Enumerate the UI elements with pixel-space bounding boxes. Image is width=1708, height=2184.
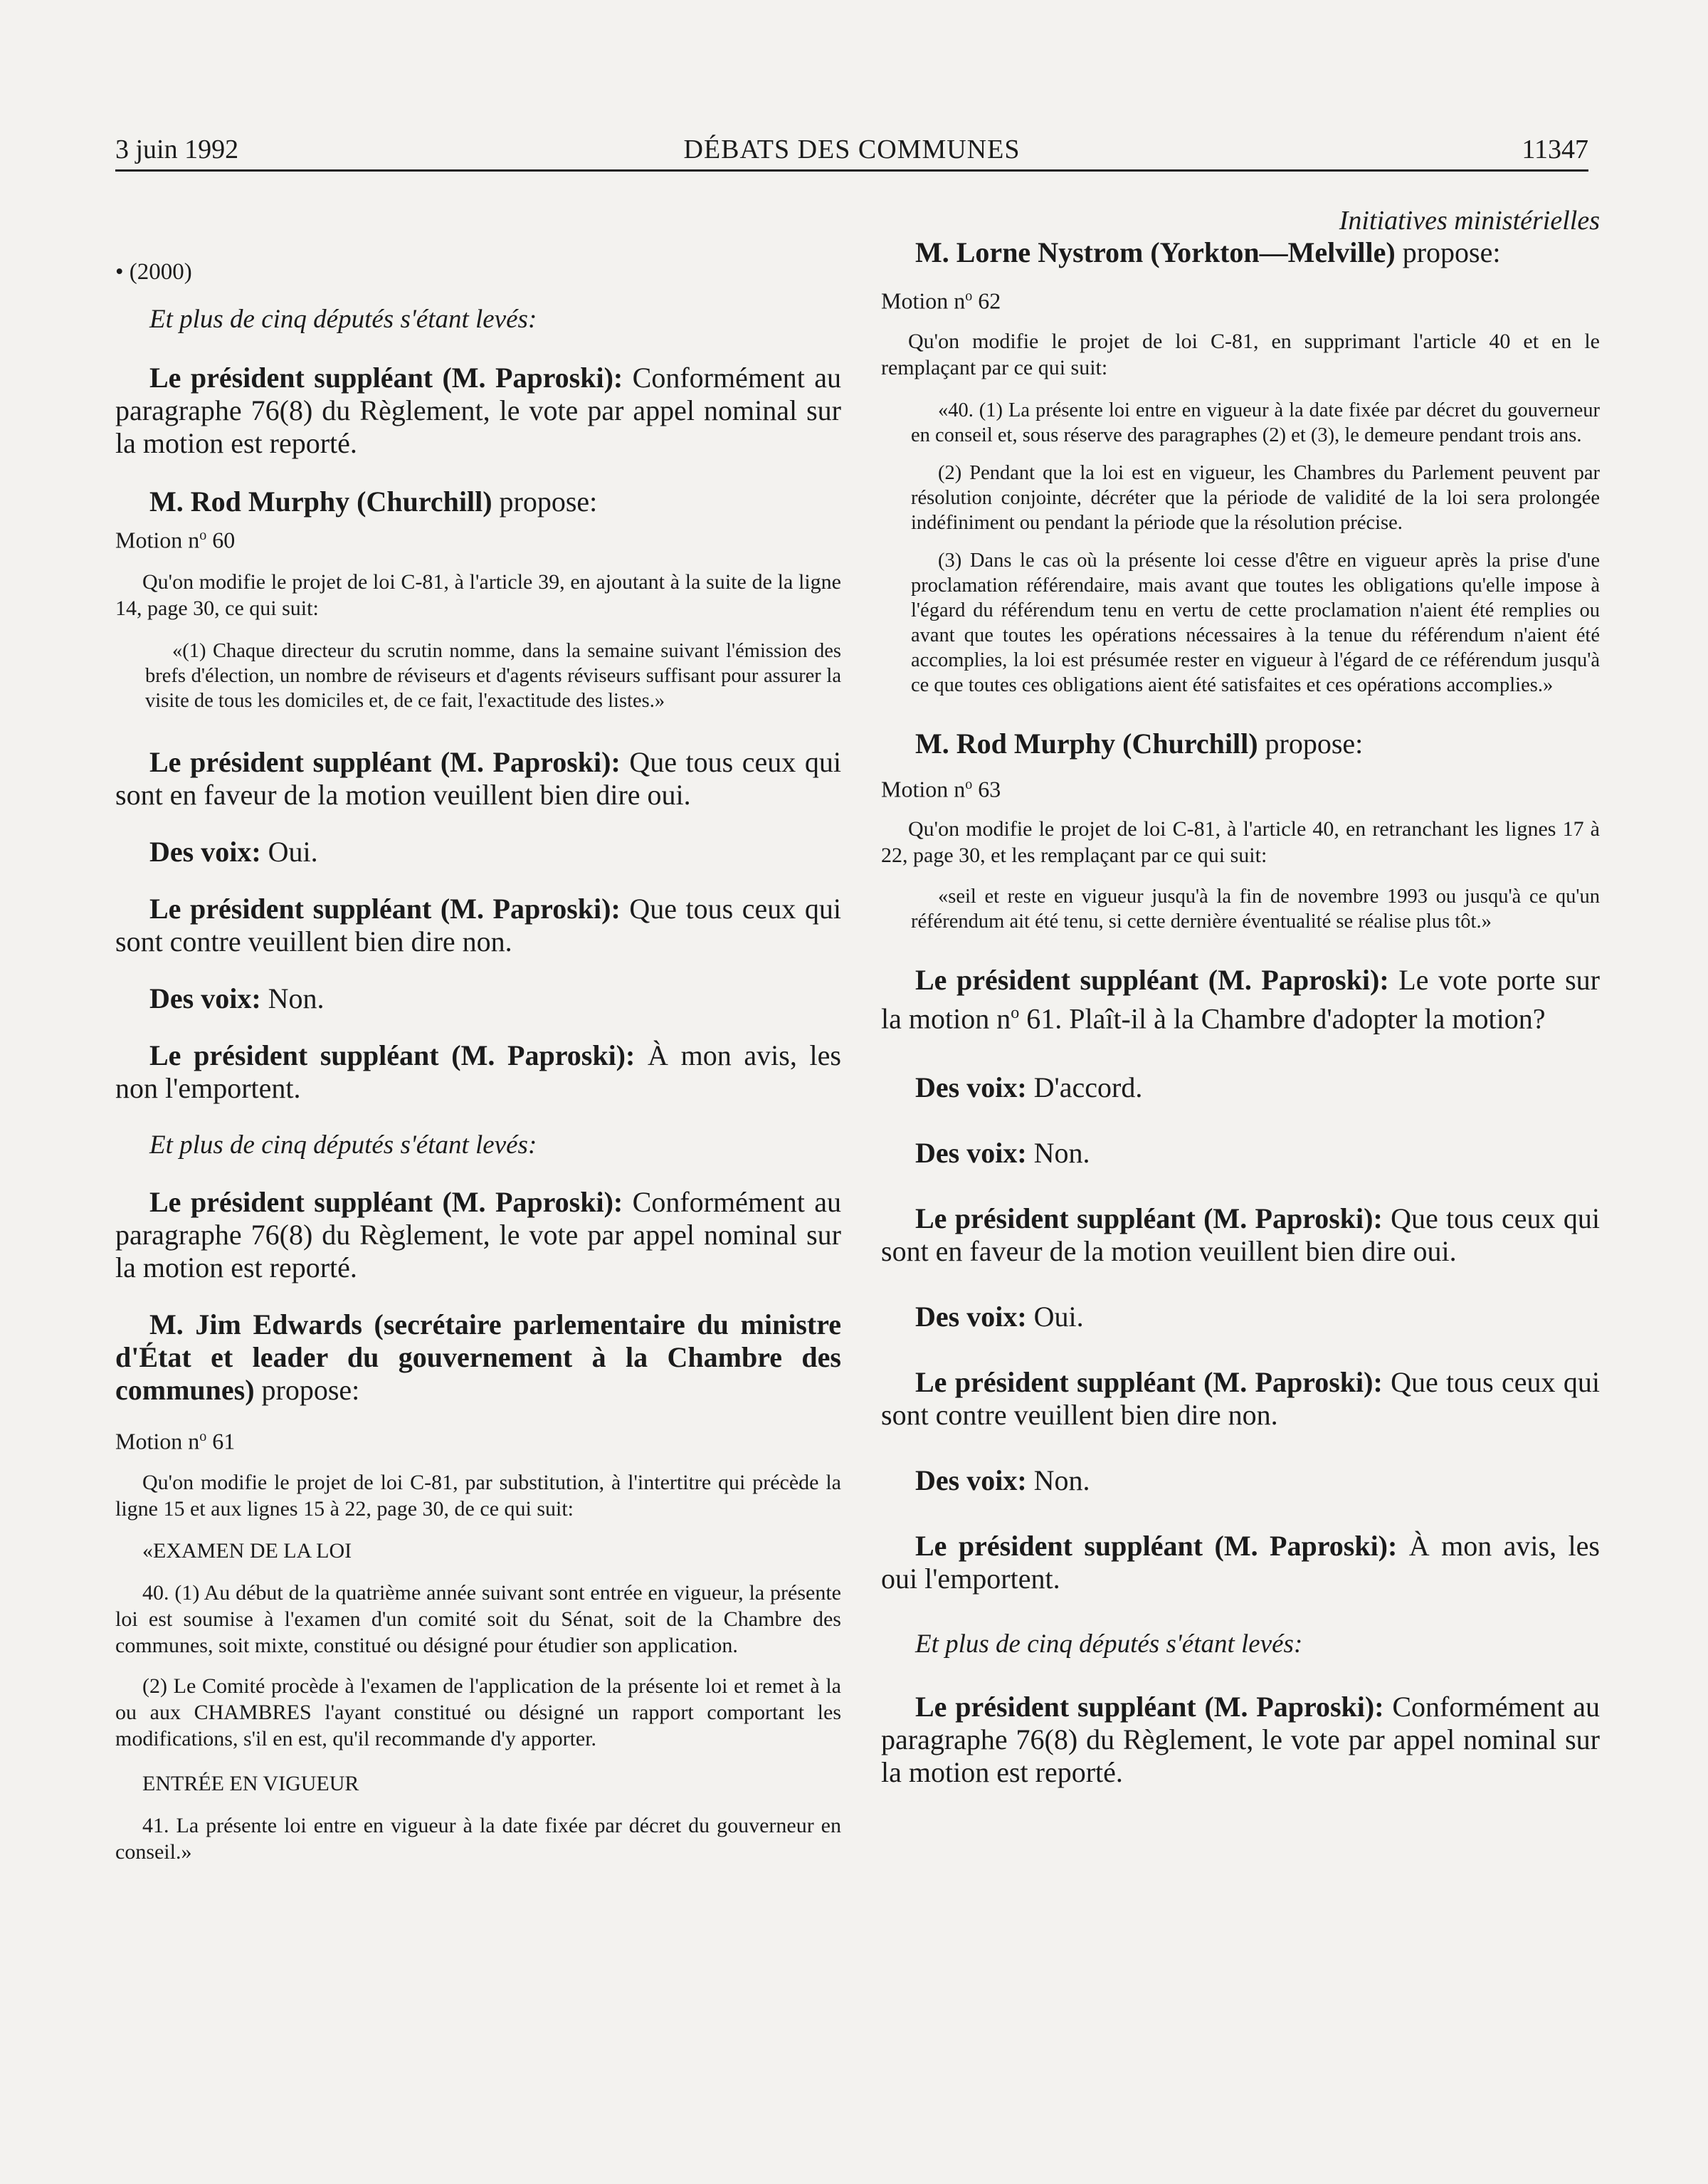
- header-page-number: 11347: [1522, 135, 1588, 164]
- rise-note-2: Et plus de cinq députés s'étant levés:: [149, 1130, 537, 1160]
- propose-label: propose:: [254, 1373, 360, 1406]
- speaker-paragraph-r1: [881, 964, 1600, 1035]
- voices-no-r1: [881, 1137, 1600, 1170]
- article-40-2: (2) Le Comité procède à l'examen de l'application de la présente loi et remet à la ou aux CHAMBRES l'ayant constitué ou désigné un rapport comportant les modifications, s'il en est, qu'il recommande d'y apporter.: [115, 1674, 841, 1751]
- motion-60-text: Qu'on modifie le projet de loi C-81, à l'article 39, en ajoutant à la suite de la ligne 14, page 30, ce qui suit:: [115, 569, 841, 620]
- motion-proposer-murphy-2: [881, 728, 1600, 760]
- voices-no: [115, 982, 841, 1015]
- motion-label: Motion n: [115, 527, 200, 553]
- motion-number: 63: [972, 776, 1001, 802]
- paragraph-text: 61. Plaît-il à la Chambre d'adopter la motion?: [1019, 1002, 1546, 1035]
- rise-note-r: Et plus de cinq députés s'étant levés:: [915, 1629, 1303, 1659]
- voices-agreed: [881, 1071, 1600, 1104]
- section-heading: Initiatives ministérielles: [1339, 206, 1600, 236]
- speaker-name: Le président suppléant (M. Paproski):: [149, 362, 623, 394]
- motion-label: Motion n: [881, 776, 966, 802]
- speaker-paragraph-3: [115, 893, 841, 958]
- voices-label: Des voix:: [915, 1136, 1027, 1169]
- voices-response: Non.: [1026, 1136, 1090, 1169]
- voices-response: D'accord.: [1026, 1071, 1143, 1103]
- speaker-paragraph-4: [115, 1039, 841, 1105]
- member-name: M. Jim Edwards (secrétaire parlementaire du ministre d'État et leader du gouvernement à la Chambre des communes): [115, 1308, 841, 1406]
- motion-60-label: [115, 521, 841, 555]
- paragraph-text: Que tous ceux qui sont en faveur de la motion veuillent bien dire oui.: [881, 1202, 1600, 1267]
- timestamp: • (2000): [115, 259, 192, 285]
- paragraph-text: Le vote porte sur la motion n: [881, 964, 1600, 1035]
- propose-label: propose:: [1258, 727, 1364, 760]
- voices-no-r2: [881, 1464, 1600, 1497]
- speaker-name: Le président suppléant (M. Paproski):: [149, 1039, 636, 1071]
- motion-62-label: [881, 282, 1600, 315]
- voices-response: Oui.: [1026, 1300, 1084, 1333]
- motion-62-quote-3: (3) Dans le cas où la présente loi cesse d'être en vigueur après la prise d'une proclamation référendaire, mais avant que toutes les obligations qu'elle impose à l'égard du référendum tenu en vertu de cette proclamation n'aient été remplies ou avant que toutes les opérations nécessaires à la tenue du référendum n'aient été accomplies, la loi est présumée rester en vigueur à l'égard de ce référendum jusqu'à ce que toutes ces obligations aient été satisfaites et ces opérations accomplies.»: [911, 549, 1600, 696]
- voices-label: Des voix:: [915, 1300, 1027, 1333]
- motion-sup: o: [199, 1428, 207, 1444]
- motion-62-text: Qu'on modifie le projet de loi C-81, en supprimant l'article 40 et en le remplaçant par ce qui suit:: [881, 329, 1600, 379]
- left-column: [115, 199, 841, 1865]
- speaker-paragraph-r3: [881, 1366, 1600, 1432]
- motion-sup: o: [199, 527, 207, 543]
- motion-61-text: Qu'on modifie le projet de loi C-81, par substitution, à l'intertitre qui précède la ligne 15 et aux lignes 15 à 22, page 30, de ce qui suit:: [115, 1471, 841, 1521]
- motion-63-text: Qu'on modifie le projet de loi C-81, à l'article 40, en retranchant les lignes 17 à 22, page 30, et les remplaçant par ce qui suit:: [881, 817, 1600, 868]
- paragraph-text: Conformément au paragraphe 76(8) du Règlement, le vote par appel nominal sur la motion est reporté.: [115, 1185, 842, 1283]
- motion-proposer-murphy: [115, 485, 841, 518]
- article-41: 41. La présente loi entre en vigueur à la date fixée par décret du gouverneur en conseil.»: [115, 1814, 841, 1864]
- motion-number: 60: [206, 527, 236, 553]
- speaker-name: Le président suppléant (M. Paproski):: [915, 1202, 1383, 1234]
- speaker-paragraph-1: [115, 362, 841, 460]
- motion-63-quote: «seil et reste en vigueur jusqu'à la fin de novembre 1993 ou jusqu'à ce qu'un référendum ait été tenu, si cette dernière éventualité se réalise plus tôt.»: [911, 886, 1600, 933]
- header-title: DÉBATS DES COMMUNES: [683, 135, 1021, 164]
- motion-60-quote: «(1) Chaque directeur du scrutin nomme, dans la semaine suivant l'émission des brefs d'élection, un nombre de réviseurs et d'agents réviseurs suffisant pour assurer la visite de tous les domiciles et, de ce fait, l'exactitude des listes.»: [145, 639, 841, 712]
- right-column: [881, 199, 1600, 1789]
- motion-proposer-nystrom: [881, 236, 1600, 269]
- voices-label: Des voix:: [149, 982, 261, 1014]
- paragraph-text: Conformément au paragraphe 76(8) du Règlement, le vote par appel nominal sur la motion est reporté.: [881, 1690, 1600, 1788]
- member-name: M. Lorne Nystrom (Yorkton—Melville): [915, 236, 1396, 268]
- motion-63-label: [881, 770, 1600, 804]
- voices-response: Non.: [1026, 1464, 1090, 1496]
- voices-label: Des voix:: [915, 1464, 1027, 1496]
- motion-number: 61: [206, 1428, 236, 1454]
- paragraph-text: Conformément au paragraphe 76(8) du Règlement, le vote par appel nominal sur la motion est reporté.: [115, 362, 842, 459]
- motion-sup: o: [965, 776, 973, 792]
- voices-response: Oui.: [260, 835, 318, 868]
- motion-sup: o: [1011, 1004, 1020, 1023]
- speaker-name: Le président suppléant (M. Paproski):: [915, 1365, 1383, 1398]
- voices-response: Non.: [260, 982, 325, 1014]
- paragraph-text: Que tous ceux qui sont en faveur de la motion veuillent bien dire oui.: [115, 745, 841, 811]
- speaker-name: Le président suppléant (M. Paproski):: [149, 745, 621, 778]
- heading-examen: «EXAMEN DE LA LOI: [142, 1539, 352, 1563]
- speaker-paragraph-2: [115, 746, 841, 812]
- voices-label: Des voix:: [149, 835, 261, 868]
- header-date: 3 juin 1992: [115, 135, 239, 164]
- speaker-paragraph-r2: [881, 1202, 1600, 1268]
- motion-label: Motion n: [115, 1428, 200, 1454]
- speaker-name: Le président suppléant (M. Paproski):: [915, 1529, 1398, 1562]
- speaker-paragraph-r5: [881, 1691, 1600, 1789]
- article-40-1: 40. (1) Au début de la quatrième année suivant sont entrée en vigueur, la présente loi est soumise à l'examen d'un comité soit du Sénat, soit de la Chambre des communes, soit mixte, constitué ou désigné pour étudier son application.: [115, 1581, 841, 1658]
- propose-label: propose:: [1395, 236, 1501, 268]
- member-name: M. Rod Murphy (Churchill): [915, 727, 1258, 760]
- page-header: [115, 130, 1588, 172]
- motion-61-label: [115, 1422, 841, 1456]
- voices-yes-r: [881, 1301, 1600, 1333]
- paragraph-text: Que tous ceux qui sont contre veuillent bien dire non.: [881, 1365, 1600, 1431]
- motion-62-quote-1: «40. (1) La présente loi entre en vigueur à la date fixée par décret du gouverneur en conseil et, sous réserve des paragraphes (2) et (3), le demeure pendant trois ans.: [911, 399, 1600, 446]
- motion-62-quote-2: (2) Pendant que la loi est en vigueur, les Chambres du Parlement peuvent par résolution conjointe, décréter que la période de validité de la loi sera prolongée indéfiniment ou pendant la période que la résolution précise.: [911, 461, 1600, 534]
- paragraph-text: Que tous ceux qui sont contre veuillent bien dire non.: [115, 892, 841, 957]
- speaker-name: Le président suppléant (M. Paproski):: [149, 892, 621, 925]
- voices-label: Des voix:: [915, 1071, 1027, 1103]
- motion-proposer-edwards: [115, 1308, 841, 1407]
- member-name: M. Rod Murphy (Churchill): [149, 485, 492, 518]
- speaker-name: Le président suppléant (M. Paproski):: [149, 1185, 623, 1218]
- paragraph-text: À mon avis, les oui l'emportent.: [881, 1529, 1600, 1595]
- voices-yes: [115, 836, 841, 868]
- paragraph-text: À mon avis, les non l'emportent.: [115, 1039, 841, 1104]
- motion-number: 62: [972, 288, 1001, 314]
- rise-note-1: Et plus de cinq députés s'étant levés:: [149, 305, 537, 334]
- motion-sup: o: [965, 288, 973, 304]
- propose-label: propose:: [492, 485, 598, 518]
- speaker-paragraph-r4: [881, 1530, 1600, 1595]
- heading-entree: ENTRÉE EN VIGUEUR: [142, 1772, 359, 1796]
- speaker-name: Le président suppléant (M. Paproski):: [915, 964, 1389, 997]
- speaker-paragraph-5: [115, 1186, 841, 1284]
- motion-label: Motion n: [881, 288, 966, 314]
- speaker-name: Le président suppléant (M. Paproski):: [915, 1690, 1384, 1723]
